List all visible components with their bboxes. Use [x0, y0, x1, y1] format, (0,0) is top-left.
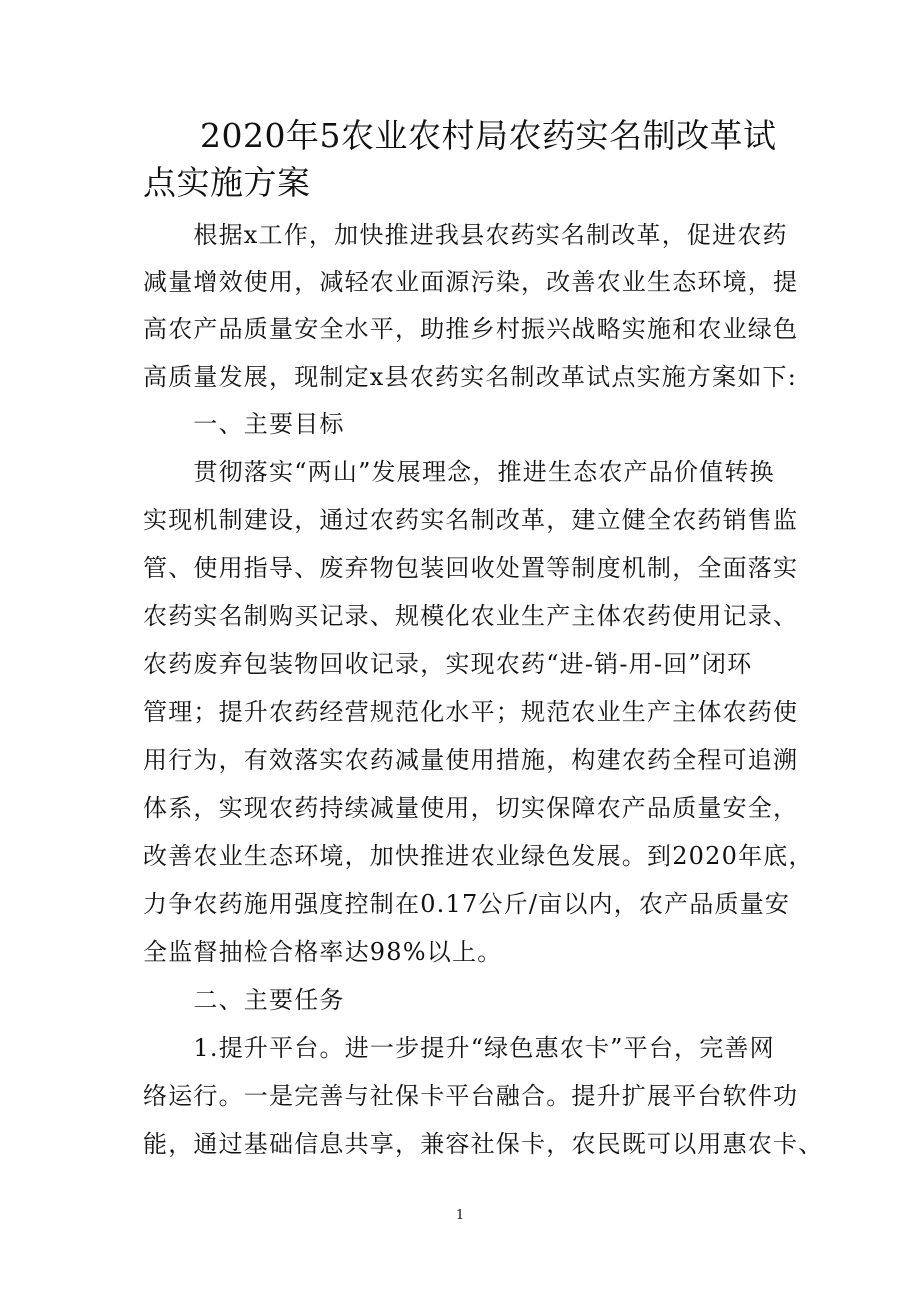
- body-line: 体系，实现农药持续减量使用，切实保障农产品质量安全，: [143, 794, 799, 822]
- body-line: 力争农药施用强度控制在0.17公斤/亩以内，农产品质量安: [143, 890, 791, 918]
- body-line: 管、使用指导、废弃物包装回收处置等制度机制，全面落实: [143, 554, 799, 582]
- body-line: 用行为，有效落实农药减量使用措施，构建农药全程可追溯: [143, 746, 799, 774]
- body-line: 能，通过基础信息共享，兼容社保卡，农民既可以用惠农卡、: [143, 1130, 824, 1158]
- section-heading: 一、主要目标: [143, 410, 345, 438]
- body-line: 高质量发展，现制定x县农药实名制改革试点实施方案如下:: [143, 363, 798, 391]
- section-heading: 二、主要任务: [143, 986, 345, 1014]
- body-line: 1.提升平台。进一步提升“绿色惠农卡”平台，完善网: [143, 1034, 775, 1062]
- document-title: 2020年5农业农村局农药实名制改革试点实施方案: [143, 116, 777, 202]
- body-line: 贯彻落实“两山”发展理念，推进生态农产品价值转换: [143, 458, 775, 486]
- body-line: 减量增效使用，减轻农业面源污染，改善农业生态环境，提: [143, 268, 799, 296]
- body-line: 实现机制建设，通过农药实名制改革，建立健全农药销售监: [143, 506, 799, 534]
- body-line: 农药实名制购买记录、规模化农业生产主体农药使用记录、: [143, 602, 799, 630]
- body-line: 农药废弃包装物回收记录，实现农药“进-销-用-回”闭环: [143, 650, 753, 678]
- body-line: 络运行。一是完善与社保卡平台融合。提升扩展平台软件功: [143, 1082, 799, 1110]
- body-line: 改善农业生态环境，加快推进农业绿色发展。到2020年底，: [143, 842, 814, 870]
- body-line: 全监督抽检合格率达98%以上。: [143, 938, 503, 966]
- body-line: 根据x工作，加快推进我县农药实名制改革，促进农药: [143, 221, 788, 249]
- body-line: 管理；提升农药经营规范化水平；规范农业生产主体农药使: [143, 698, 799, 726]
- body-line: 高农产品质量安全水平，助推乡村振兴战略实施和农业绿色: [143, 315, 799, 343]
- page-number: 1: [455, 1208, 465, 1223]
